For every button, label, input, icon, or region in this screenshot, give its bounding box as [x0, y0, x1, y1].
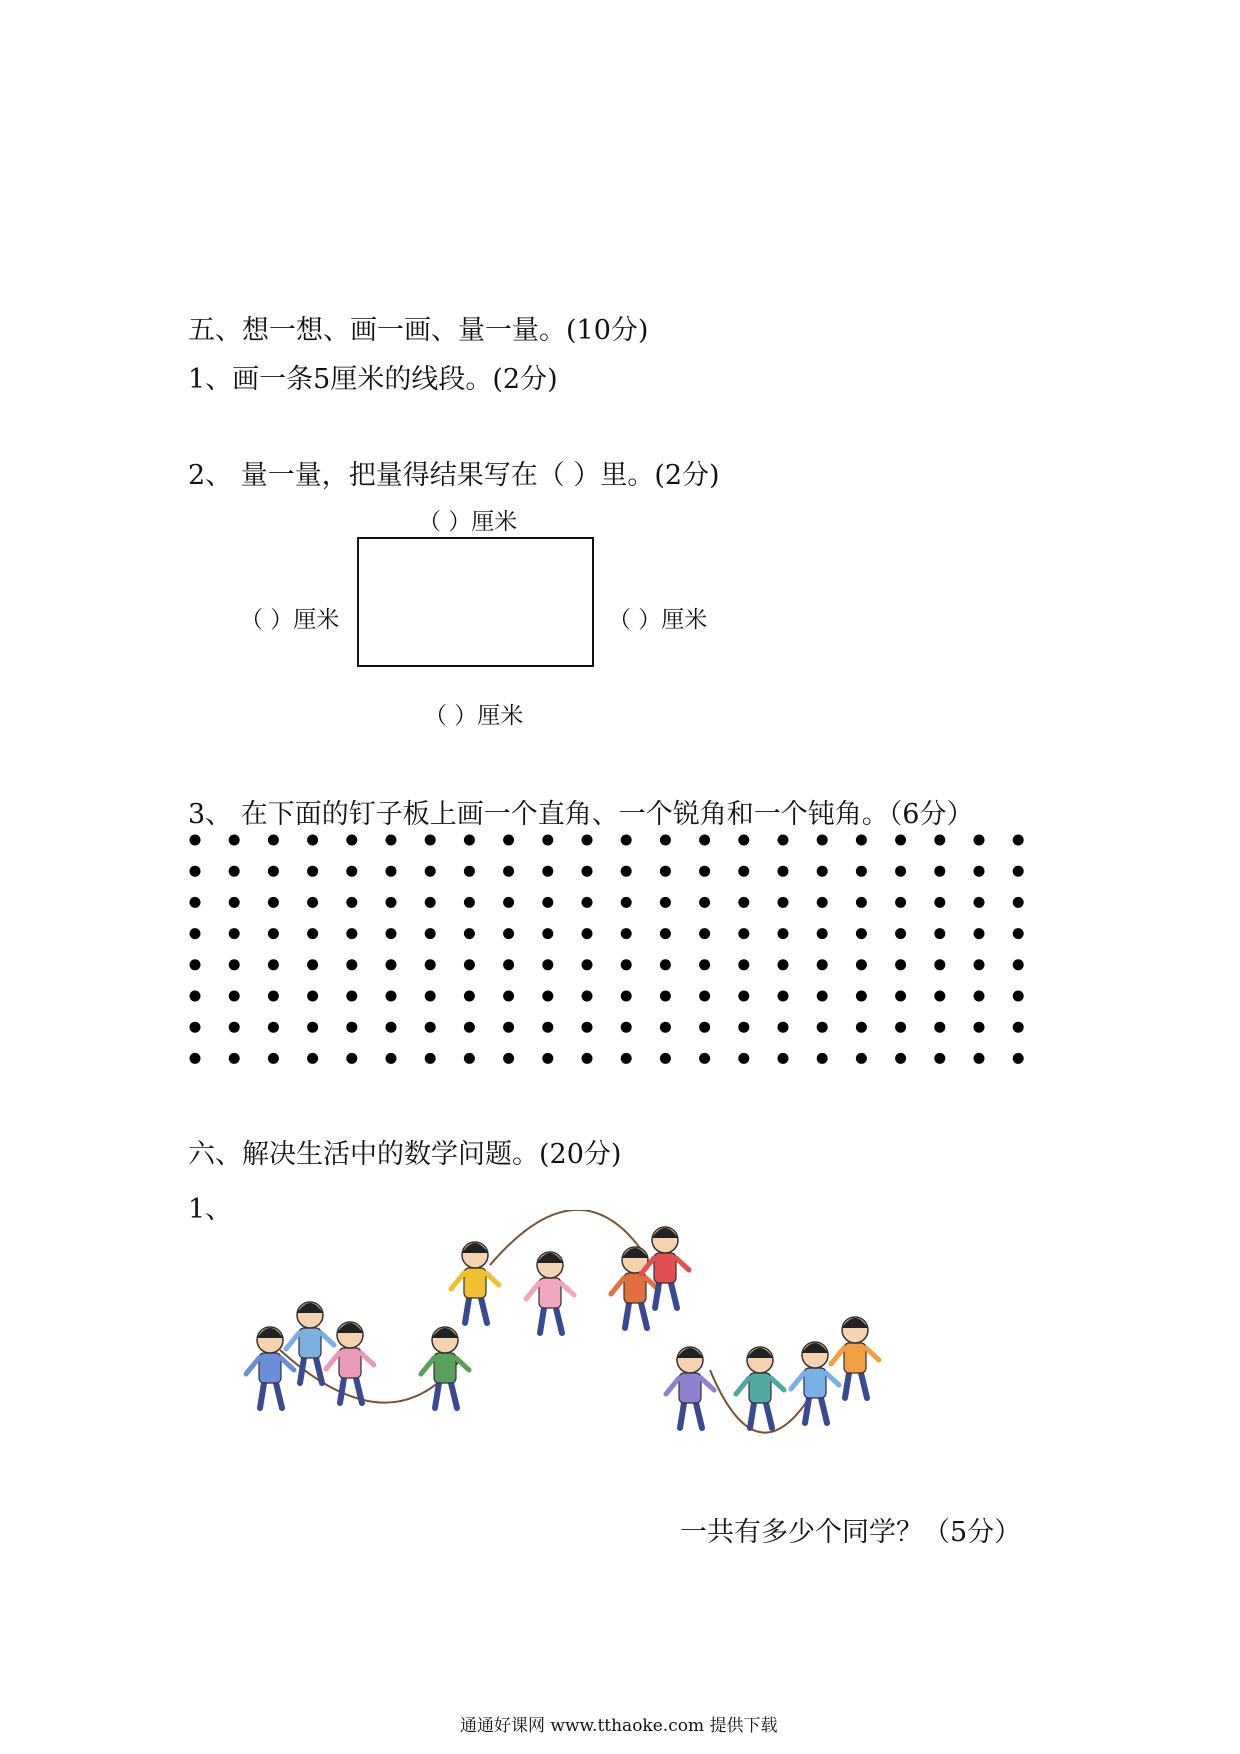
nail-dot[interactable]	[738, 835, 749, 846]
nail-dot[interactable]	[464, 991, 475, 1002]
nail-dot[interactable]	[621, 959, 632, 970]
nail-dot[interactable]	[386, 1022, 397, 1033]
rectangle-figure	[357, 537, 594, 667]
question-6-1-label: 1、	[188, 1194, 233, 1225]
nail-dot[interactable]	[1013, 866, 1024, 877]
nail-dot[interactable]	[425, 835, 436, 846]
nail-dot[interactable]	[229, 928, 240, 939]
section6-heading: 六、解决生活中的数学问题。(20分)	[188, 1139, 622, 1170]
nail-dot[interactable]	[1013, 991, 1024, 1002]
nail-dot[interactable]	[1013, 1022, 1024, 1033]
nail-dot[interactable]	[464, 928, 475, 939]
nail-dot[interactable]	[778, 866, 789, 877]
nail-dot[interactable]	[738, 959, 749, 970]
nail-dot[interactable]	[425, 1053, 436, 1064]
nail-dot[interactable]	[1013, 928, 1024, 939]
nail-dot[interactable]	[974, 835, 985, 846]
nail-dot[interactable]	[1013, 897, 1024, 908]
nail-dot[interactable]	[190, 1022, 201, 1033]
nail-dot[interactable]	[934, 866, 945, 877]
nail-dot[interactable]	[778, 1053, 789, 1064]
jump-rope-illustration	[240, 1210, 960, 1480]
nail-dot[interactable]	[268, 897, 279, 908]
nail-dot[interactable]	[699, 835, 710, 846]
nail-dot[interactable]	[895, 866, 906, 877]
child-figure	[246, 1327, 294, 1408]
nail-dot[interactable]	[346, 959, 357, 970]
nail-dot[interactable]	[856, 1053, 867, 1064]
nail-dot[interactable]	[660, 897, 671, 908]
nail-dot[interactable]	[699, 928, 710, 939]
nail-dot[interactable]	[621, 897, 632, 908]
nail-dot[interactable]	[425, 928, 436, 939]
nail-dot[interactable]	[229, 1053, 240, 1064]
nail-dot[interactable]	[1013, 835, 1024, 846]
nail-dot[interactable]	[268, 866, 279, 877]
nail-dot[interactable]	[856, 928, 867, 939]
nail-dot[interactable]	[660, 991, 671, 1002]
nail-dot[interactable]	[346, 897, 357, 908]
question-5-1: 1、画一条5厘米的线段。(2分)	[188, 364, 558, 395]
nail-dot[interactable]	[503, 835, 514, 846]
nail-dot[interactable]	[699, 959, 710, 970]
nail-dot[interactable]	[386, 897, 397, 908]
nail-dot[interactable]	[542, 1022, 553, 1033]
nail-dot[interactable]	[229, 866, 240, 877]
nail-dot[interactable]	[542, 835, 553, 846]
question-5-3: 3、 在下面的钉子板上画一个直角、一个锐角和一个钝角。（6分）	[188, 799, 974, 830]
nail-dot[interactable]	[542, 866, 553, 877]
nail-dot[interactable]	[895, 959, 906, 970]
nail-dot[interactable]	[542, 1053, 553, 1064]
section5-heading: 五、想一想、画一画、量一量。(10分)	[188, 315, 649, 346]
nail-dot[interactable]	[503, 1022, 514, 1033]
nail-dot[interactable]	[817, 897, 828, 908]
nail-dot[interactable]	[621, 1053, 632, 1064]
nail-dot[interactable]	[778, 991, 789, 1002]
nail-dot[interactable]	[895, 928, 906, 939]
nail-dot[interactable]	[621, 991, 632, 1002]
nail-dot[interactable]	[738, 866, 749, 877]
nail-dot[interactable]	[268, 1053, 279, 1064]
nail-dot[interactable]	[1013, 1053, 1024, 1064]
nail-dot[interactable]	[778, 928, 789, 939]
nail-dot[interactable]	[621, 835, 632, 846]
nail-dot[interactable]	[974, 1053, 985, 1064]
nail-dot[interactable]	[346, 928, 357, 939]
nail-dot[interactable]	[190, 928, 201, 939]
nail-dot[interactable]	[190, 897, 201, 908]
nail-dot[interactable]	[699, 897, 710, 908]
nail-dot[interactable]	[974, 991, 985, 1002]
nail-dot[interactable]	[229, 897, 240, 908]
nail-dot[interactable]	[229, 991, 240, 1002]
nail-dot[interactable]	[738, 897, 749, 908]
nail-dot[interactable]	[268, 835, 279, 846]
nail-dot[interactable]	[895, 835, 906, 846]
nail-dot[interactable]	[660, 835, 671, 846]
nail-dot[interactable]	[307, 991, 318, 1002]
nail-dot[interactable]	[190, 959, 201, 970]
nail-dot[interactable]	[190, 866, 201, 877]
nail-dot[interactable]	[503, 897, 514, 908]
nail-dot[interactable]	[699, 1022, 710, 1033]
nail-dot[interactable]	[425, 959, 436, 970]
nail-dot[interactable]	[856, 866, 867, 877]
nail-dot[interactable]	[268, 991, 279, 1002]
nail-dot[interactable]	[621, 928, 632, 939]
nail-dot[interactable]	[386, 1053, 397, 1064]
nail-dot[interactable]	[307, 928, 318, 939]
nail-dot[interactable]	[386, 835, 397, 846]
nail-dot[interactable]	[346, 1053, 357, 1064]
nail-dot[interactable]	[386, 959, 397, 970]
nail-dot[interactable]	[817, 991, 828, 1002]
nail-dot[interactable]	[542, 928, 553, 939]
rect-top-label: （ ）厘米	[418, 509, 518, 535]
child-figure	[526, 1252, 574, 1333]
nail-dot[interactable]	[778, 959, 789, 970]
nail-dot[interactable]	[621, 1022, 632, 1033]
nail-dot[interactable]	[817, 1022, 828, 1033]
nail-dot[interactable]	[934, 959, 945, 970]
child-figure	[326, 1322, 374, 1403]
nail-dot[interactable]	[425, 991, 436, 1002]
child-figure	[451, 1242, 499, 1323]
nail-dot[interactable]	[817, 959, 828, 970]
child-figure	[736, 1347, 784, 1428]
nail-dot[interactable]	[934, 928, 945, 939]
nail-dot[interactable]	[778, 1022, 789, 1033]
nail-dot[interactable]	[856, 897, 867, 908]
nail-dot[interactable]	[503, 928, 514, 939]
nail-dot[interactable]	[425, 1022, 436, 1033]
nail-dot[interactable]	[542, 959, 553, 970]
nail-dot[interactable]	[582, 1053, 593, 1064]
nail-dot[interactable]	[307, 1053, 318, 1064]
child-figure	[791, 1342, 839, 1423]
nail-dot[interactable]	[738, 928, 749, 939]
nail-dot[interactable]	[582, 897, 593, 908]
child-figure	[641, 1227, 689, 1308]
nail-dot[interactable]	[386, 866, 397, 877]
nail-dot[interactable]	[974, 1022, 985, 1033]
nail-dot[interactable]	[307, 1022, 318, 1033]
rect-left-label: （ ）厘米	[240, 607, 340, 633]
nail-dot[interactable]	[660, 928, 671, 939]
nail-dot[interactable]	[895, 897, 906, 908]
nail-dot[interactable]	[895, 1053, 906, 1064]
question-6-1-text: 一共有多少个同学？（5分）	[680, 1517, 1022, 1548]
nail-dot[interactable]	[934, 835, 945, 846]
nail-dot[interactable]	[464, 959, 475, 970]
nail-dot[interactable]	[503, 959, 514, 970]
nail-dot[interactable]	[660, 959, 671, 970]
nail-dot[interactable]	[778, 835, 789, 846]
rect-right-label: （ ）厘米	[608, 607, 708, 633]
nail-dot[interactable]	[934, 1053, 945, 1064]
nail-dot[interactable]	[974, 866, 985, 877]
question-5-2: 2、 量一量，把量得结果写在（ ）里。(2分)	[188, 460, 720, 491]
nail-dot[interactable]	[464, 1053, 475, 1064]
nail-dot[interactable]	[503, 991, 514, 1002]
nail-dot[interactable]	[660, 1053, 671, 1064]
nail-dot[interactable]	[464, 835, 475, 846]
nail-dot[interactable]	[268, 1022, 279, 1033]
nail-dot[interactable]	[699, 1053, 710, 1064]
nail-dot[interactable]	[856, 991, 867, 1002]
nail-dot[interactable]	[738, 991, 749, 1002]
nail-dot[interactable]	[817, 866, 828, 877]
nail-dot[interactable]	[895, 991, 906, 1002]
nail-dot[interactable]	[346, 835, 357, 846]
nail-dot[interactable]	[582, 959, 593, 970]
nail-dot[interactable]	[856, 1022, 867, 1033]
nail-dot[interactable]	[542, 991, 553, 1002]
nail-dot[interactable]	[582, 1022, 593, 1033]
nail-dot[interactable]	[229, 1022, 240, 1033]
nail-dot[interactable]	[307, 835, 318, 846]
nail-dot[interactable]	[464, 897, 475, 908]
nail-dot[interactable]	[268, 959, 279, 970]
nail-dot[interactable]	[817, 928, 828, 939]
nail-dot[interactable]	[974, 928, 985, 939]
nail-dot[interactable]	[621, 866, 632, 877]
nail-dot[interactable]	[503, 866, 514, 877]
child-figure	[421, 1327, 469, 1408]
nail-dot[interactable]	[425, 866, 436, 877]
nail-dot[interactable]	[229, 835, 240, 846]
nail-dot[interactable]	[542, 897, 553, 908]
nail-dot[interactable]	[190, 991, 201, 1002]
nail-dot[interactable]	[346, 1022, 357, 1033]
nail-dot[interactable]	[738, 1053, 749, 1064]
nail-dot[interactable]	[464, 1022, 475, 1033]
rect-bottom-label: （ ）厘米	[424, 703, 524, 729]
nail-dot[interactable]	[934, 991, 945, 1002]
nail-dot[interactable]	[190, 1053, 201, 1064]
nail-dot[interactable]	[660, 1022, 671, 1033]
footer-credit: 通通好课网 www.tthaoke.com 提供下载	[460, 1716, 778, 1736]
nail-dot[interactable]	[856, 959, 867, 970]
nail-dot[interactable]	[582, 991, 593, 1002]
nail-dot[interactable]	[268, 928, 279, 939]
nail-dot[interactable]	[346, 866, 357, 877]
nail-dot[interactable]	[817, 835, 828, 846]
nail-dot[interactable]	[974, 959, 985, 970]
nail-dot[interactable]	[425, 897, 436, 908]
nail-dot[interactable]	[346, 991, 357, 1002]
nail-dot[interactable]	[660, 866, 671, 877]
nail-dot[interactable]	[307, 866, 318, 877]
nail-dot[interactable]	[582, 928, 593, 939]
nail-board[interactable]	[180, 830, 1040, 1070]
nail-dot[interactable]	[386, 928, 397, 939]
nail-dot[interactable]	[895, 1022, 906, 1033]
nail-dot[interactable]	[738, 1022, 749, 1033]
nail-dot[interactable]	[307, 959, 318, 970]
nail-dot[interactable]	[503, 1053, 514, 1064]
nail-dot[interactable]	[934, 1022, 945, 1033]
child-figure	[666, 1347, 714, 1428]
nail-dot[interactable]	[778, 897, 789, 908]
nail-dot[interactable]	[817, 1053, 828, 1064]
nail-dot[interactable]	[229, 959, 240, 970]
nail-dot[interactable]	[699, 866, 710, 877]
nail-dot[interactable]	[386, 991, 397, 1002]
nail-dot[interactable]	[464, 866, 475, 877]
nail-dot[interactable]	[582, 866, 593, 877]
nail-dot[interactable]	[307, 897, 318, 908]
nail-dot[interactable]	[934, 897, 945, 908]
nail-dot[interactable]	[582, 835, 593, 846]
nail-dot[interactable]	[856, 835, 867, 846]
nail-dot[interactable]	[1013, 959, 1024, 970]
nail-dot[interactable]	[190, 835, 201, 846]
nail-dot[interactable]	[974, 897, 985, 908]
nail-dot[interactable]	[699, 991, 710, 1002]
